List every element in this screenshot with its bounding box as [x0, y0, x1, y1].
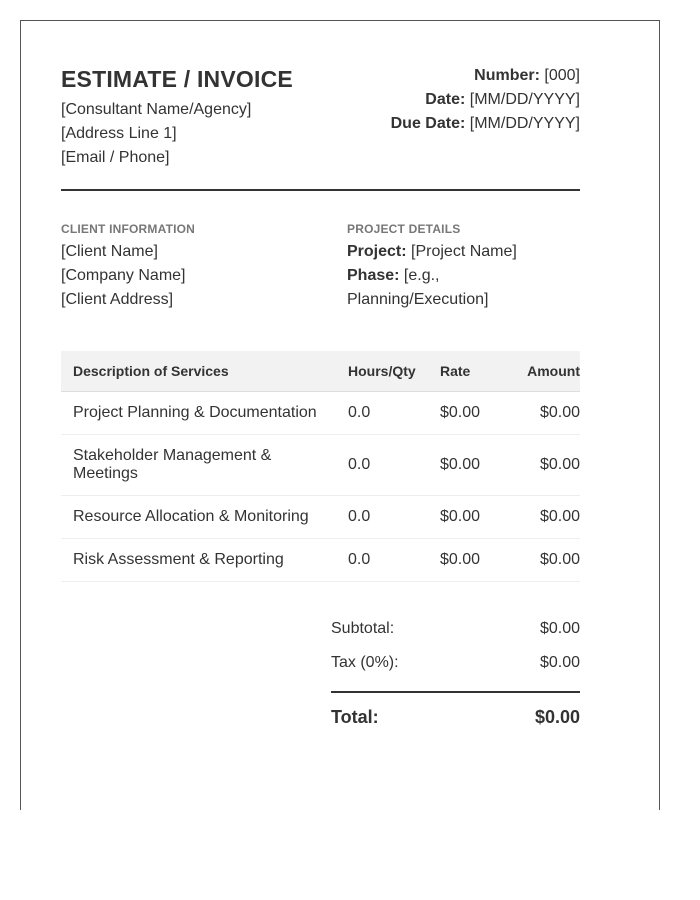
client-company: [Company Name]	[61, 267, 186, 284]
phase-value-continued: Planning/Execution]	[347, 291, 489, 308]
service-amount: $0.00	[508, 496, 580, 539]
invoice-date-label: Date:	[425, 91, 466, 108]
service-amount: $0.00	[508, 435, 580, 496]
invoice-header	[61, 64, 580, 189]
consultant-name: [Consultant Name/Agency]	[61, 101, 252, 118]
total-row	[331, 705, 580, 729]
total-value: $0.00	[534, 707, 580, 727]
invoice-date	[391, 88, 580, 112]
service-hours: 0.0	[348, 496, 440, 539]
invoice-number-label: Number:	[474, 67, 540, 84]
invoice-due-date-label: Due Date:	[390, 115, 466, 132]
column-header-rate: Rate	[440, 351, 508, 392]
service-description: Risk Assessment & Reporting	[61, 539, 348, 582]
service-amount: $0.00	[508, 539, 580, 582]
subtotal-value: $0.00	[539, 620, 580, 637]
totals-summary	[331, 617, 580, 729]
tax-value: $0.00	[539, 654, 580, 671]
tax-row	[331, 651, 580, 685]
column-header-hours: Hours/Qty	[348, 351, 440, 392]
service-rate: $0.00	[440, 539, 508, 582]
invoice-number	[391, 64, 580, 88]
client-information	[61, 222, 321, 312]
client-heading: CLIENT INFORMATION	[61, 222, 196, 236]
table-header-row	[61, 351, 580, 392]
totals-divider	[331, 691, 580, 693]
subtotal-label: Subtotal:	[331, 620, 395, 637]
tax-label: Tax (0%):	[331, 654, 399, 671]
consultant-contact: [Email / Phone]	[61, 149, 170, 166]
project-value: [Project Name]	[411, 243, 517, 260]
table-row	[61, 496, 580, 539]
client-address: [Client Address]	[61, 291, 174, 308]
project-name-line	[347, 240, 587, 264]
subtotal-row	[331, 617, 580, 651]
client-name: [Client Name]	[61, 243, 158, 260]
consultant-address: [Address Line 1]	[61, 125, 177, 142]
service-rate: $0.00	[440, 392, 508, 435]
table-row	[61, 539, 580, 582]
service-hours: 0.0	[348, 539, 440, 582]
phase-label: Phase:	[347, 267, 400, 284]
table-row	[61, 435, 580, 496]
service-description: Project Planning & Documentation	[61, 392, 348, 435]
service-description: Resource Allocation & Monitoring	[61, 496, 348, 539]
phase-value: [e.g.,	[403, 267, 440, 284]
column-header-amount: Amount	[508, 351, 580, 392]
table-row	[61, 392, 580, 435]
header-divider	[61, 189, 580, 191]
services-table	[61, 351, 580, 582]
phase-line	[347, 264, 587, 288]
consultant-info	[61, 98, 251, 170]
project-details	[347, 222, 587, 312]
column-header-description: Description of Services	[61, 351, 348, 392]
service-rate: $0.00	[440, 496, 508, 539]
project-heading: PROJECT DETAILS	[347, 222, 461, 236]
invoice-due-date	[391, 112, 580, 136]
invoice-number-value: [000]	[544, 67, 580, 84]
service-description: Stakeholder Management & Meetings	[61, 435, 348, 496]
service-rate: $0.00	[440, 435, 508, 496]
invoice-meta	[391, 64, 580, 136]
service-hours: 0.0	[348, 435, 440, 496]
total-label: Total:	[331, 707, 379, 727]
document-title: ESTIMATE / INVOICE	[61, 66, 293, 92]
invoice-date-value: [MM/DD/YYYY]	[469, 91, 580, 108]
service-hours: 0.0	[348, 392, 440, 435]
service-amount: $0.00	[508, 392, 580, 435]
project-label: Project:	[347, 243, 407, 260]
invoice-due-date-value: [MM/DD/YYYY]	[469, 115, 580, 132]
